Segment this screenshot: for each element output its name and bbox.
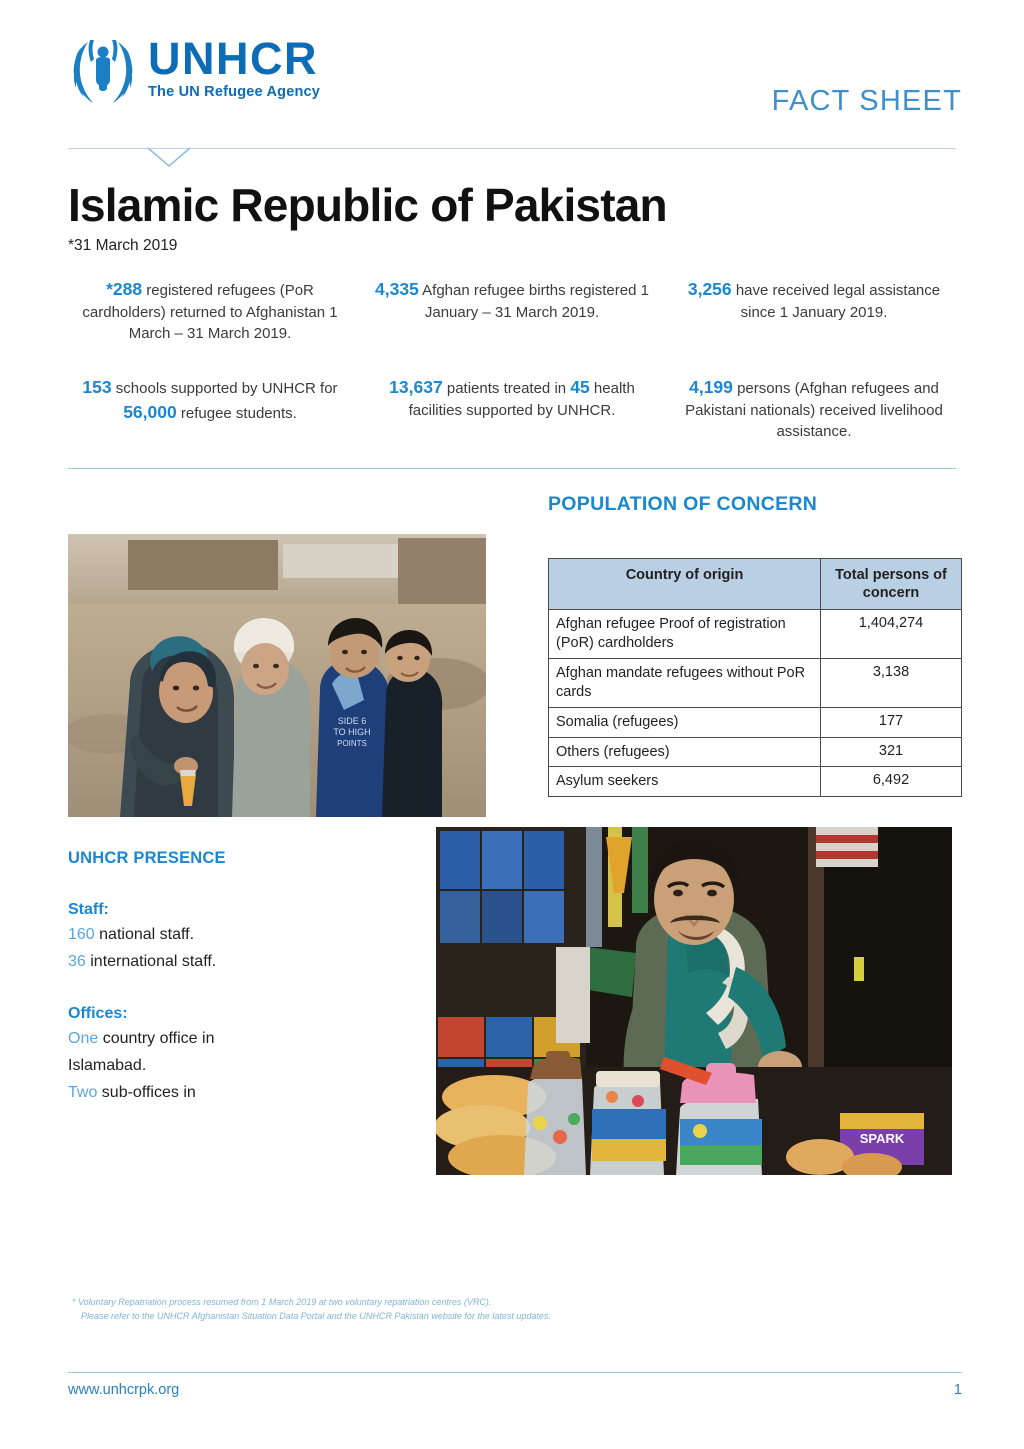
cell-total: 6,492 <box>821 767 962 797</box>
cell-origin: Somalia (refugees) <box>549 707 821 737</box>
staff-line-text: international staff. <box>85 952 217 970</box>
key-statistics <box>0 255 1024 442</box>
column-header-total: Total persons of concern <box>821 559 962 610</box>
offices-list <box>68 1028 436 1103</box>
staff-line-0 <box>68 924 436 946</box>
chevron-down-icon <box>146 145 192 169</box>
unhcr-presence-section <box>68 827 436 1175</box>
stat-value: 45 <box>570 376 590 397</box>
cell-total: 1,404,274 <box>821 610 962 659</box>
office-line-text: country office in <box>98 1030 215 1048</box>
photo-column <box>68 485 516 817</box>
stat-text: refugee students. <box>176 404 297 422</box>
staff-label: Staff: <box>68 901 109 919</box>
svg-text:TO HIGH: TO HIGH <box>333 727 371 738</box>
bottom-section <box>0 817 1024 1175</box>
stat-text: patients treated in <box>442 379 571 397</box>
stat-text: registered refugees (PoR cardholders) returned to Afghanistan 1 March – 31 March 2019. <box>82 282 338 343</box>
stat-value: 4,199 <box>689 376 733 397</box>
document-type-label: FACT SHEET <box>771 85 962 117</box>
cell-total: 3,138 <box>821 659 962 708</box>
staff-line-value: 160 <box>68 926 95 944</box>
footnote-line-1: * Voluntary Repatriation process resumed from 1 March 2019 at two voluntary repatriation centres (VRC). <box>72 1297 492 1307</box>
stat-value: 4,335 <box>375 279 419 300</box>
office-line-2 <box>68 1082 436 1104</box>
table-row <box>549 707 962 737</box>
stat-returns <box>62 277 358 344</box>
stat-livelihood <box>666 375 962 442</box>
unhcr-logo <box>68 28 320 106</box>
cell-origin: Afghan refugee Proof of registration (PoR) cardholders <box>549 610 821 659</box>
footnote-line-2: Please refer to the UNHCR Afghanistan Situation Data Portal and the UNHCR Pakistan website for the latest updates. <box>81 1310 551 1321</box>
staff-line-value: 36 <box>68 952 86 970</box>
unhcr-presence-heading: UNHCR PRESENCE <box>68 849 226 868</box>
staff-line-1 <box>68 951 436 973</box>
stat-health <box>364 375 660 442</box>
photo-afghan-refugee-children <box>68 534 486 817</box>
footnote <box>72 1296 872 1324</box>
population-of-concern-section <box>516 485 962 817</box>
population-of-concern-heading: POPULATION OF CONCERN <box>548 493 818 516</box>
svg-text:SPARK: SPARK <box>859 1131 905 1147</box>
table-row <box>549 610 962 659</box>
table-body <box>549 610 962 797</box>
middle-section <box>0 469 1024 817</box>
page-number: 1 <box>953 1382 962 1398</box>
office-line-text: Islamabad. <box>68 1056 147 1074</box>
stat-text: Afghan refugee births registered 1 January – 31 March 2019. <box>418 282 649 322</box>
population-of-concern-table <box>548 558 962 797</box>
office-line-text: sub-offices in <box>97 1083 196 1101</box>
cell-origin: Asylum seekers <box>549 767 821 797</box>
stat-value: 13,637 <box>389 376 443 397</box>
table-row <box>549 659 962 708</box>
stat-value: 3,256 <box>687 279 732 300</box>
office-line-0 <box>68 1028 436 1050</box>
unhcr-emblem-icon <box>68 32 138 106</box>
cell-total: 321 <box>821 737 962 767</box>
staff-line-text: national staff. <box>94 926 195 944</box>
office-line-value: Two <box>68 1083 98 1101</box>
cell-origin: Others (refugees) <box>549 737 821 767</box>
page-header <box>0 0 1024 145</box>
table-header-row <box>549 559 962 610</box>
column-header-origin: Country of origin <box>549 559 821 610</box>
office-line-value: One <box>68 1030 99 1048</box>
staff-list <box>68 924 436 972</box>
stat-schools <box>62 375 358 442</box>
offices-label: Offices: <box>68 1005 128 1023</box>
logo-wordmark: UNHCR <box>148 33 318 84</box>
stat-text: schools supported by UNHCR for <box>111 379 338 397</box>
table-header <box>549 559 962 610</box>
stat-value: *288 <box>106 279 143 300</box>
svg-text:POINTS: POINTS <box>337 739 367 749</box>
stat-births <box>364 277 660 344</box>
stat-value: 56,000 <box>123 401 177 422</box>
stat-legal-assistance <box>666 277 962 344</box>
table-row <box>549 767 962 797</box>
stat-text: health facilities supported by UNHCR. <box>408 379 635 419</box>
logo-tagline: The UN Refugee Agency <box>148 83 321 100</box>
cell-origin: Afghan mandate refugees without PoR cards <box>549 659 821 708</box>
cell-total: 177 <box>821 707 962 737</box>
footer-website-link[interactable]: www.unhcrpk.org <box>68 1382 180 1398</box>
report-date: *31 March 2019 <box>68 237 178 255</box>
office-line-1 <box>68 1055 436 1077</box>
footer-divider <box>68 1372 962 1373</box>
shopkeeper-photo-column <box>436 827 962 1175</box>
table-row <box>549 737 962 767</box>
header-divider <box>68 145 956 171</box>
photo-refugee-shopkeeper <box>436 827 952 1175</box>
divider-line <box>68 148 956 149</box>
page-footer <box>68 1372 962 1398</box>
page-title: Islamic Republic of Pakistan <box>68 179 667 231</box>
stat-text: persons (Afghan refugees and Pakistani nationals) received livelihood assistance. <box>685 379 943 440</box>
svg-text:SIDE 6: SIDE 6 <box>337 716 367 727</box>
title-area <box>0 171 1024 255</box>
stat-value: 153 <box>82 376 112 397</box>
stat-text: have received legal assistance since 1 January 2019. <box>731 282 941 322</box>
